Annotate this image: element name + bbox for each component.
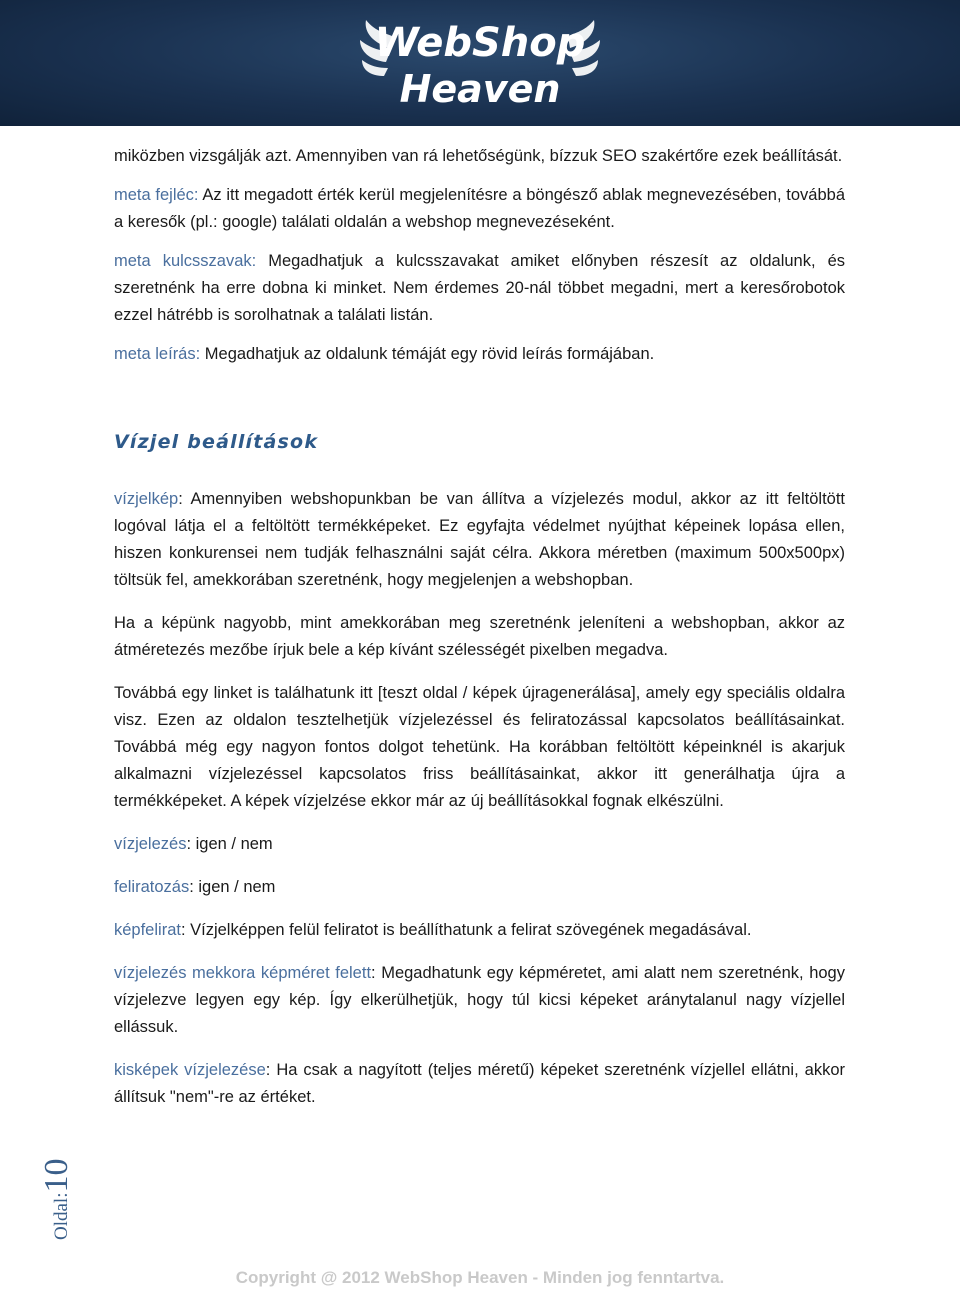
size-threshold-term: vízjelezés mekkora képméret felett (114, 964, 372, 982)
webshop-heaven-logo (360, 8, 600, 116)
watermark-image-term: vízjelkép (114, 490, 179, 508)
svg-text:WebShop: WebShop (374, 20, 586, 66)
size-threshold-paragraph (114, 960, 845, 1041)
resize-paragraph: Ha a képünk nagyobb, mint amekkorában meg szeretnénk jeleníteni a webshopban, akkor az átméretezés mezőbe írjuk bele a kép kívánt szélességét pixelben megadva. (114, 614, 845, 659)
document-body (114, 143, 845, 1127)
image-caption-term: képfelirat (114, 921, 181, 939)
thumbnail-watermark-paragraph (114, 1057, 845, 1111)
header-banner (0, 0, 960, 126)
thumbnail-watermark-text: : Ha csak a nagyított (teljes méretű) képeket szeretnénk vízjellel ellátni, akkor állítsuk "nem"-re az értéket. (114, 1061, 845, 1106)
meta-description-text: Megadhatjuk az oldalunk témáját egy rövid leírás formájában. (200, 345, 655, 363)
svg-text:Heaven: Heaven (399, 67, 561, 111)
meta-description-term: meta leírás: (114, 345, 201, 363)
watermark-image-paragraph (114, 486, 845, 594)
meta-title-term: meta fejléc: (114, 186, 199, 204)
size-threshold-text: : Megadhatunk egy képméretet, ami alatt nem szeretnénk, hogy vízjelezve legyen egy kép. Így elkerülhetjük, hogy túl kicsi képeket aránytalanul nagy vízjellel ellássuk. (114, 964, 845, 1036)
watermarking-text: : igen / nem (186, 835, 273, 853)
thumbnail-watermark-term: kisképek vízjelezése (114, 1061, 266, 1079)
captioning-term: feliratozás (114, 878, 190, 896)
test-link-paragraph: Továbbá egy linket is találhatunk itt [teszt oldal / képek újragenerálása], amely egy speciális oldalra visz. Ezen az oldalon tesztelhetjük vízjelezéssel és feliratozással kapcsolatos beállításainkat. Továbbá még egy nagyon fontos dolgot tehetünk. Ha korábban feltöltött képeinknél is akarjuk alkalmazni vízjelezéssel kapcsolatos friss beállításainkat, akkor itt generálhatja újra a termékképeket. A képek vízjelzése ekkor már az új beállításokkal fognak elkészülni. (114, 684, 845, 810)
page-number-label (38, 1159, 76, 1241)
intro-paragraph: miközben vizsgálják azt. Amennyiben van rá lehetőségünk, bízzuk SEO szakértőre ezek beállítását. (114, 147, 843, 165)
captioning-text: : igen / nem (189, 878, 276, 896)
page-label-number: 10 (38, 1158, 75, 1193)
meta-title-text: Az itt megadott érték kerül megjelenítésre a böngésző ablak megnevezésében, továbbá a keresők (pl.: google) találati oldalán a webshop megnevezéseként. (114, 186, 845, 231)
image-caption-text: : Vízjelképpen felül feliratot is beállíthatunk a felirat szövegének megadásával. (180, 921, 752, 939)
meta-title-paragraph (114, 182, 845, 236)
watermarking-term: vízjelezés (114, 835, 187, 853)
watermarking-paragraph (114, 831, 845, 858)
meta-keywords-text: Megadhatjuk a kulcsszavakat amiket előnyben részesít az oldalunk, és szeretnénk ha erre dobna ki minket. Nem érdemes 20-nál többet megadni, mert a keresőrobotok ezzel hátrébb is sorolhatnak a találati listán. (114, 252, 845, 324)
captioning-paragraph (114, 874, 845, 901)
meta-keywords-term: meta kulcsszavak: (114, 252, 257, 270)
section-heading: Vízjel beállítások (114, 431, 319, 453)
footer-copyright: Copyright @ 2012 WebShop Heaven - Minden jog fenntartva. (235, 1268, 725, 1287)
page-label-word: Oldal: (51, 1192, 72, 1240)
image-caption-paragraph (114, 917, 845, 944)
watermark-image-text: : Amennyiben webshopunkban be van állítva a vízjelezés modul, akkor az itt feltöltött logóval látja el a feltöltött termékképeket. Ez egyfajta védelmet nyújthat képeinek lopása ellen, hiszen konkurensei nem tudják felhasználni saját célra. Akkora méretben (maximum 500x500px) töltsük fel, amekkorában szeretnénk, hogy megjelenjen a webshopban. (114, 490, 845, 589)
meta-keywords-paragraph (114, 248, 845, 329)
meta-description-paragraph (114, 341, 845, 368)
